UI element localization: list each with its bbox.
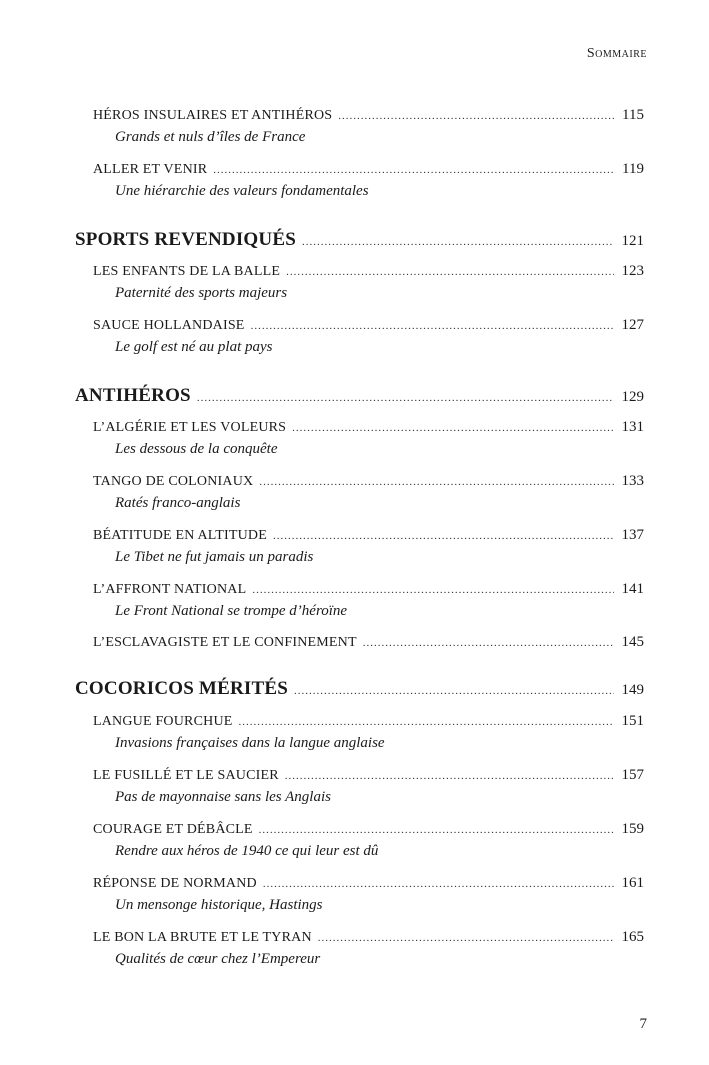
- page-ref: 131: [621, 419, 644, 435]
- dot-leader: [263, 878, 614, 890]
- toc-line: [93, 473, 644, 490]
- entry-title: LE FUSILLÉ ET LE SAUCIER: [93, 768, 279, 783]
- dot-leader: [302, 236, 614, 248]
- section-title: COCORICOS MÉRITÉS: [75, 678, 288, 699]
- page-ref: 157: [621, 767, 644, 783]
- dot-leader: [239, 716, 614, 728]
- entry-title: L’ALGÉRIE ET LES VOLEURS: [93, 420, 287, 435]
- toc-line: [93, 767, 644, 784]
- toc-line: [75, 385, 644, 407]
- entry-subtitle: Les dessous de la conquête: [115, 441, 278, 457]
- page-ref: 119: [622, 161, 644, 177]
- toc-line: [93, 634, 644, 651]
- running-head: Sommaire: [586, 46, 647, 61]
- dot-leader: [292, 422, 613, 434]
- page-ref: 151: [621, 713, 644, 729]
- toc-line: [93, 419, 644, 436]
- dot-leader: [286, 266, 613, 278]
- section-title: SPORTS REVENDIQUÉS: [75, 229, 296, 250]
- toc-line: [93, 929, 644, 946]
- toc-line: [93, 875, 644, 892]
- toc-line: [93, 713, 644, 730]
- entry-title: COURAGE ET DÉBÂCLE: [93, 822, 253, 837]
- entry-title: L’AFFRONT NATIONAL: [93, 582, 247, 597]
- toc-line: [93, 581, 644, 598]
- page-ref: 149: [621, 682, 644, 698]
- page-ref: 159: [621, 821, 644, 837]
- dot-leader: [259, 824, 614, 836]
- dot-leader: [252, 584, 613, 596]
- entry-title: LANGUE FOURCHUE: [93, 714, 233, 729]
- entry-title: LES ENFANTS DE LA BALLE: [93, 264, 281, 279]
- entry-subtitle: Qualités de cœur chez l’Empereur: [115, 951, 321, 967]
- toc-line: [93, 107, 644, 124]
- page-number: 7: [639, 1016, 647, 1032]
- entry-subtitle: Invasions françaises dans la langue anglaise: [115, 735, 385, 751]
- dot-leader: [285, 770, 614, 782]
- entry-title: TANGO DE COLONIAUX: [93, 474, 254, 489]
- dot-leader: [294, 685, 614, 697]
- page-ref: 141: [621, 581, 644, 597]
- page-ref: 121: [621, 233, 644, 249]
- page-ref: 123: [621, 263, 644, 279]
- toc-line: [93, 821, 644, 838]
- entry-subtitle: Ratés franco-anglais: [115, 495, 241, 511]
- page-ref: 129: [621, 389, 644, 405]
- page-ref: 165: [621, 929, 644, 945]
- page-ref: 133: [621, 473, 644, 489]
- dot-leader: [259, 476, 613, 488]
- toc-line: [93, 263, 644, 280]
- page-ref: 145: [621, 634, 644, 650]
- entry-title: ALLER ET VENIR: [93, 162, 208, 177]
- section-title: ANTIHÉROS: [75, 385, 191, 406]
- entry-subtitle: Pas de mayonnaise sans les Anglais: [115, 789, 331, 805]
- page-ref: 115: [622, 107, 644, 123]
- page-ref: 161: [621, 875, 644, 891]
- toc-line: [93, 317, 644, 334]
- entry-subtitle: Le Front National se trompe d’héroïne: [115, 603, 348, 619]
- dot-leader: [363, 637, 614, 649]
- dot-leader: [213, 164, 614, 176]
- entry-title: HÉROS INSULAIRES ET ANTIHÉROS: [93, 108, 333, 123]
- entry-subtitle: Paternité des sports majeurs: [115, 285, 288, 301]
- page-ref: 127: [621, 317, 644, 333]
- dot-leader: [251, 320, 614, 332]
- dot-leader: [318, 932, 614, 944]
- entry-title: RÉPONSE DE NORMAND: [93, 876, 257, 891]
- toc-line: [75, 229, 644, 251]
- entry-subtitle: Une hiérarchie des valeurs fondamentales: [115, 183, 369, 199]
- entry-subtitle: Rendre aux héros de 1940 ce qui leur est dû: [115, 843, 379, 859]
- entry-subtitle: Grands et nuls d’îles de France: [115, 129, 306, 145]
- toc-line: [93, 527, 644, 544]
- entry-subtitle: Le Tibet ne fut jamais un paradis: [115, 549, 314, 565]
- toc-line: [93, 161, 644, 178]
- entry-title: SAUCE HOLLANDAISE: [93, 318, 245, 333]
- page-ref: 137: [621, 527, 644, 543]
- entry-title: LE BON LA BRUTE ET LE TYRAN: [93, 930, 312, 945]
- entry-title: L’ESCLAVAGISTE ET LE CONFINEMENT: [93, 635, 357, 650]
- dot-leader: [338, 110, 614, 122]
- entry-subtitle: Un mensonge historique, Hastings: [115, 897, 323, 913]
- toc-line: [75, 678, 644, 700]
- entry-title: BÉATITUDE EN ALTITUDE: [93, 528, 267, 543]
- entry-subtitle: Le golf est né au plat pays: [115, 339, 273, 355]
- dot-leader: [273, 530, 614, 542]
- dot-leader: [197, 392, 614, 404]
